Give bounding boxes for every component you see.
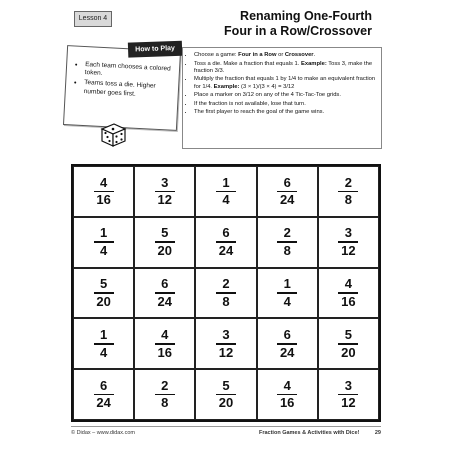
fraction <box>338 328 358 360</box>
how-to-play-list <box>66 60 180 101</box>
fraction <box>94 277 114 309</box>
fraction-grid <box>71 164 381 422</box>
grid-cell[interactable] <box>257 268 318 319</box>
grid-cell[interactable] <box>73 268 134 319</box>
grid-cell[interactable] <box>134 369 195 420</box>
rules-item-text: Toss 3, make the fraction 3/3. <box>194 60 373 74</box>
numerator: 6 <box>222 225 230 241</box>
numerator: 1 <box>99 225 108 241</box>
grid-cell[interactable] <box>318 318 379 369</box>
numerator: 3 <box>344 377 352 393</box>
numerator: 3 <box>222 326 230 342</box>
grid-cell[interactable] <box>195 369 256 420</box>
numerator: 4 <box>161 326 169 342</box>
numerator: 4 <box>283 377 291 393</box>
grid-cell[interactable] <box>318 268 379 319</box>
fraction <box>216 176 236 208</box>
how-to-play-item: • Each team chooses a colored token. <box>85 61 180 82</box>
fraction <box>216 226 236 258</box>
numerator: 2 <box>161 377 169 393</box>
denominator: 8 <box>283 242 291 258</box>
numerator: 4 <box>344 276 352 292</box>
rules-item-text: Crossover <box>284 52 314 58</box>
rules-item-text: (3 × 1)/(3 × 4) = 3/12 <box>239 83 295 90</box>
rules-item-text: Choose a game: <box>194 52 239 58</box>
fraction <box>216 277 236 309</box>
numerator: 5 <box>99 276 108 292</box>
how-to-play-card <box>63 45 181 131</box>
rules-item <box>194 92 381 99</box>
denominator: 16 <box>341 293 356 309</box>
grid-cell[interactable] <box>73 369 134 420</box>
fraction <box>94 328 114 360</box>
numerator: 6 <box>283 174 291 190</box>
numerator: 1 <box>222 174 230 190</box>
fraction <box>277 176 297 208</box>
rules-item <box>194 76 381 90</box>
rules-item <box>194 101 381 108</box>
title-line-2: Four in a Row/Crossover <box>224 23 372 38</box>
numerator: 1 <box>99 326 108 342</box>
title-line-1: Renaming One-Fourth <box>240 9 372 23</box>
rules-item-text: Four in a Row <box>238 52 277 58</box>
rules-item-text: Place a marker on 3/12 on any of the 4 Tic-Tac-Toe grids. <box>194 92 341 99</box>
fraction <box>155 176 175 208</box>
footer-title-text: Fraction Games & Activities with Dice! <box>258 430 360 436</box>
denominator: 8 <box>344 192 352 208</box>
rules-item-text: or <box>276 52 285 58</box>
denominator: 12 <box>341 242 356 258</box>
grid-cell[interactable] <box>195 166 256 217</box>
numerator: 2 <box>222 276 230 292</box>
denominator: 20 <box>157 242 173 258</box>
denominator: 12 <box>218 344 234 360</box>
numerator: 2 <box>283 225 291 241</box>
fraction <box>277 328 297 360</box>
denominator: 24 <box>157 293 173 309</box>
grid-cell[interactable] <box>318 369 379 420</box>
fraction <box>155 277 175 309</box>
grid-cell[interactable] <box>257 166 318 217</box>
denominator: 4 <box>99 242 108 258</box>
numerator: 3 <box>344 225 352 241</box>
denominator: 4 <box>99 344 108 360</box>
grid-cell[interactable] <box>195 217 256 268</box>
how-to-play-tab: How to Play <box>128 41 182 58</box>
denominator: 16 <box>96 192 111 208</box>
fraction <box>338 277 358 309</box>
rules-item-text: Example: <box>300 60 327 67</box>
fraction <box>94 176 114 208</box>
page-number: 29 <box>374 430 381 436</box>
numerator: 6 <box>161 276 169 292</box>
numerator: 5 <box>344 326 352 342</box>
grid-cell[interactable] <box>195 268 256 319</box>
numerator: 6 <box>99 377 108 393</box>
denominator: 24 <box>279 344 295 360</box>
footer-copyright: © Didax – www.didax.com <box>71 430 135 436</box>
fraction <box>94 379 114 411</box>
denominator: 24 <box>96 395 111 411</box>
footer-book-title <box>259 430 381 436</box>
fraction <box>94 226 114 258</box>
die-icon <box>98 120 128 148</box>
denominator: 4 <box>283 293 291 309</box>
fraction <box>277 277 297 309</box>
fraction <box>277 226 297 258</box>
rules-item-text: If the fraction is not available, lose that turn. <box>194 100 306 107</box>
page-title <box>142 9 372 38</box>
grid-cell[interactable] <box>318 166 379 217</box>
numerator: 3 <box>161 174 169 190</box>
fraction <box>155 328 175 360</box>
rules-item <box>194 61 381 75</box>
numerator: 1 <box>283 276 291 292</box>
grid-cell[interactable] <box>134 268 195 319</box>
denominator: 16 <box>279 395 295 411</box>
lesson-label: Lesson 4 <box>74 11 112 27</box>
rules-item <box>194 52 381 59</box>
fraction <box>338 226 358 258</box>
rules-item <box>194 109 381 116</box>
grid-cell[interactable] <box>257 217 318 268</box>
denominator: 16 <box>157 344 173 360</box>
numerator: 5 <box>161 225 169 241</box>
numerator: 4 <box>99 174 108 190</box>
denominator: 4 <box>222 192 230 208</box>
denominator: 20 <box>341 344 356 360</box>
numerator: 6 <box>283 326 291 342</box>
rules-item-text: Multiply the fraction that equals 1 by 1/4 to make an equivalent fraction for 1/4. <box>194 76 376 90</box>
denominator: 20 <box>218 395 234 411</box>
numerator: 2 <box>344 174 352 190</box>
fraction <box>216 379 236 411</box>
rules-item-text: The first player to reach the goal of the game wins. <box>194 109 325 116</box>
numerator: 5 <box>222 377 230 393</box>
rules-item-text: . <box>313 52 316 58</box>
grid-cell[interactable] <box>318 217 379 268</box>
grid-cell[interactable] <box>195 318 256 369</box>
fraction <box>216 328 236 360</box>
denominator: 12 <box>341 395 356 411</box>
rules-list <box>183 52 381 117</box>
denominator: 8 <box>222 293 230 309</box>
grid-cell[interactable] <box>134 217 195 268</box>
fraction <box>155 379 175 411</box>
grid-cell[interactable] <box>134 318 195 369</box>
grid-cell[interactable] <box>73 166 134 217</box>
denominator: 24 <box>279 192 295 208</box>
denominator: 24 <box>218 242 234 258</box>
denominator: 20 <box>96 293 111 309</box>
fraction <box>338 379 358 411</box>
grid-cell[interactable] <box>257 369 318 420</box>
rules-box <box>182 47 382 149</box>
how-to-play-item: • Teams toss a die. Higher number goes first. <box>84 79 179 100</box>
rules-item-text: Toss a die. Make a fraction that equals 1. <box>194 60 301 67</box>
denominator: 8 <box>161 395 169 411</box>
grid-cell[interactable] <box>257 318 318 369</box>
fraction <box>338 176 358 208</box>
grid-cell[interactable] <box>134 166 195 217</box>
grid-cell[interactable] <box>73 217 134 268</box>
grid-cell[interactable] <box>73 318 134 369</box>
denominator: 12 <box>157 192 173 208</box>
rules-item-text: Example: <box>213 83 240 90</box>
fraction <box>277 379 297 411</box>
footer-divider <box>71 426 381 427</box>
fraction <box>155 226 175 258</box>
